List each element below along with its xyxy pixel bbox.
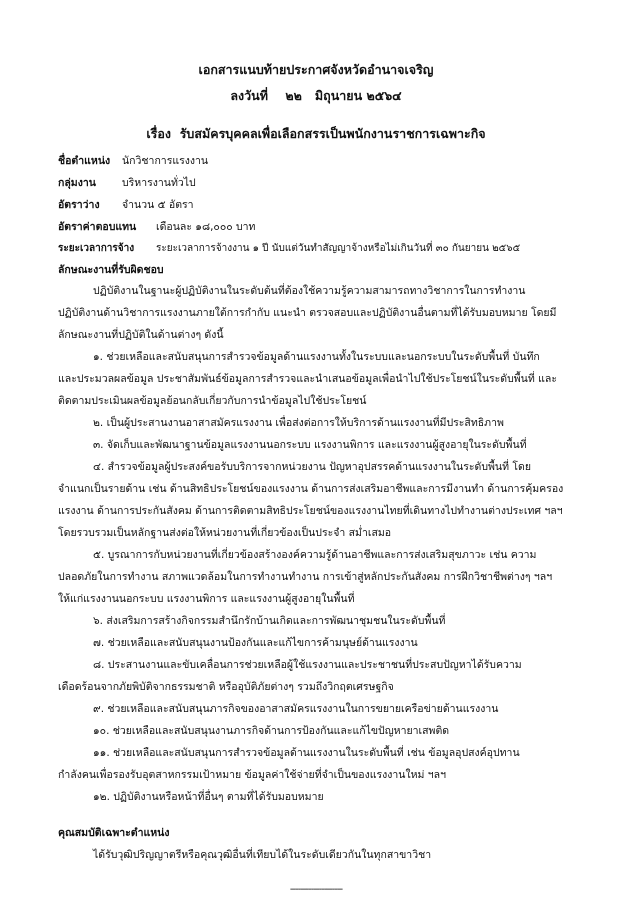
duties-intro-line: ปฏิบัติงานในฐานะผู้ปฏิบัติงานในระดับต้นที่ต้องใช้ความรู้ความสามารถทางวิชาการในการทำงาน [93,285,526,297]
duty-line: ๑๒. ปฏิบัติงานหรือหน้าที่อื่นๆ ตามที่ได้รับมอบหมาย [93,791,324,803]
field-vacancy [58,198,194,212]
duty-line: จำแนกเป็นรายด้าน เช่น ด้านสิทธิประโยชน์ของแรงงาน ด้านการส่งเสริมอาชีพและการมีงานทำ ด้านการคุ้มครอง [58,483,564,495]
field-position [58,154,208,168]
date-day: ๒๒ [285,88,302,103]
subject-label: เรื่อง [146,126,171,141]
duty-line: ๕. บูรณาการกับหน่วยงานที่เกี่ยวข้องสร้างองค์ความรู้ด้านอาชีพและการส่งเสริมสุขภาวะ เช่น ความ [93,549,537,561]
field-group [58,176,196,190]
duty-line: กำลังคนเพื่อรองรับอุตสาหกรรมเป้าหมาย ข้อมูลค่าใช้จ่ายที่จำเป็นของแรงงานใหม่ ฯลฯ [58,769,446,781]
document-title: เอกสารแนบท้ายประกาศจังหวัดอำนาจเจริญ [198,62,434,77]
field-period [58,242,520,256]
duty-line: ๑๐. ช่วยเหลือและสนับสนุนงานภารกิจด้านการป้องกันและแก้ไขปัญหายาเสพติด [93,725,450,737]
document-subject [0,124,632,144]
qualification-heading: คุณสมบัติเฉพาะตำแหน่ง [58,827,170,839]
duty-line: และประมวลผลข้อมูล ประชาสัมพันธ์ข้อมูลการสำรวจและนำเสนอข้อมูลเพื่อนำไปใช้ประโยชน์ในระดับพื้นที่ และ [58,373,557,385]
duty-line: ๑๑. ช่วยเหลือและสนับสนุนการสำรวจข้อมูลด้านแรงงานในระดับพื้นที่ เช่น ข้อมูลอุปสงค์อุปทาน [93,747,520,759]
duty-line: ๗. ช่วยเหลือและสนับสนุนงานป้องกันและแก้ไขการค้ามนุษย์ด้านแรงงาน [93,637,418,649]
duty-line: โดยรวบรวมเป็นหลักฐานส่งต่อให้หน่วยงานที่เกี่ยวข้องเป็นประจำ สม่ำเสมอ [58,527,392,539]
field-group-label: กลุ่มงาน [58,177,96,189]
duty-line: ติดตามประเมินผลข้อมูลย้อนกลับเกี่ยวกับการนำข้อมูลไปใช้ประโยชน์ [58,395,367,407]
duty-line: ๓. จัดเก็บและพัฒนาฐานข้อมูลแรงงานนอกระบบ แรงงานพิการ และแรงงานผู้สูงอายุในระดับพื้นที่ [93,439,527,451]
field-vacancy-label: อัตราว่าง [58,199,100,211]
duty-line: แรงงาน ด้านการประกันสังคม ด้านการติดตามสิทธิประโยชน์ของแรงงานไทยที่เดินทางไปทำงานต่างประเทศ ฯลฯ [58,505,563,517]
field-salary-value: เดือนละ ๑๘,๐๐๐ บาท [156,221,256,233]
field-position-value: นักวิชาการแรงงาน [122,155,209,167]
footer-rule: -------------------- [289,884,343,895]
duty-line: ๙. ช่วยเหลือและสนับสนุนภารกิจของอาสาสมัครแรงงานในการขยายเครือข่ายด้านแรงงาน [93,703,499,715]
duty-line: เดือดร้อนจากภัยพิบัติจากธรรมชาติ หรืออุบัติภัยต่างๆ รวมถึงวิกฤตเศรษฐกิจ [58,681,394,693]
field-group-value: บริหารงานทั่วไป [122,177,196,189]
field-vacancy-value: จำนวน ๕ อัตรา [122,199,194,211]
field-period-value: ระยะเวลาการจ้างงาน ๑ ปี นับแต่วันทำสัญญาจ้างหรือไม่เกินวันที่ ๓๐ กันยายน ๒๕๖๕ [156,243,521,254]
duty-line: ปลอดภัยในการทำงาน สภาพแวดล้อมในการทำงานทำงาน การเข้าสู่หลักประกันสังคม การฝึกวิชาชีพต่างๆ ฯลฯ [58,571,553,583]
field-salary-label: อัตราค่าตอบแทน [58,221,137,233]
duty-line: ๑. ช่วยเหลือและสนับสนุนการสำรวจข้อมูลด้านแรงงานทั้งในระบบและนอกระบบในระดับพื้นที่ บันทึก [93,351,540,363]
field-period-label: ระยะเวลาการจ้าง [58,243,135,254]
duty-line: ๖. ส่งเสริมการสร้างกิจกรรมสำนึกรักบ้านเกิดและการพัฒนาชุมชนในระดับพื้นที่ [93,615,446,627]
date-label: ลงวันที่ [230,88,268,103]
field-position-label: ชื่อตำแหน่ง [58,155,111,167]
duties-intro-line: ลักษณะงานที่ปฏิบัติในด้านต่างๆ ดังนี้ [58,329,224,341]
duty-line: ๘. ประสานงานและขับเคลื่อนการช่วยเหลือผู้ใช้แรงงานและประชาชนที่ประสบปัญหาได้รับความ [93,659,522,671]
duty-line: ๒. เป็นผู้ประสานงานอาสาสมัครแรงงาน เพื่อส่งต่อการให้บริการด้านแรงงานที่มีประสิทธิภาพ [93,417,504,429]
duties-heading: ลักษณะงานที่รับผิดชอบ [58,264,164,276]
document-date [0,86,632,106]
date-month-year: มิถุนายน ๒๕๖๔ [314,88,402,103]
subject-text: รับสมัครบุคคลเพื่อเลือกสรรเป็นพนักงานราชการเฉพาะกิจ [179,126,486,141]
duty-line: ๔. สำรวจข้อมูลผู้ประสงค์ขอรับบริการจากหน่วยงาน ปัญหาอุปสรรคด้านแรงงานในระดับพื้นที่ โดย [93,461,531,473]
duty-line: ให้แก่แรงงานนอกระบบ แรงงานพิการ และแรงงานผู้สูงอายุในพื้นที่ [58,593,355,605]
qualification-text: ได้รับวุฒิปริญญาตรีหรือคุณวุฒิอื่นที่เทียบได้ในระดับเดียวกันในทุกสาขาวิชา [93,849,432,861]
field-salary [58,220,255,234]
duties-intro-line: ปฏิบัติงานด้านวิชาการแรงงานภายใต้การกำกับ แนะนำ ตรวจสอบและปฏิบัติงานอื่นตามที่ได้รับมอบหมาย โดยมี [58,307,557,319]
